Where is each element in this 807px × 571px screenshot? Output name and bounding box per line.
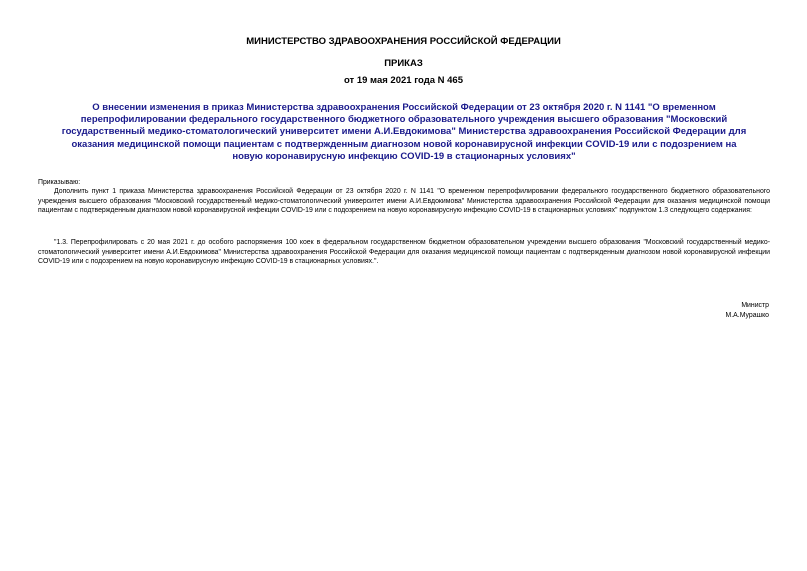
signature-position: Министр — [741, 302, 769, 309]
order-intro: Приказываю: — [38, 179, 81, 186]
ministry-heading: МИНИСТЕРСТВО ЗДРАВООХРАНЕНИЯ РОССИЙСКОЙ ФЕДЕРАЦИИ — [246, 36, 561, 47]
order-heading: ПРИКАЗ — [384, 58, 423, 69]
order-main-paragraph: Дополнить пункт 1 приказа Министерства здравоохранения Российской Федерации от 23 октября 2020 г. N 1141 "О временном перепрофилировании федерального государственного бюджетного образовательного учреждения высшего образования "Московский государственный медико-стоматологический университет имени А.И.Евдокимова" Министерства здравоохранения Российской Федерации для оказания медицинской помощи пациентам с подтвержденным диагнозом новой коронавирусной инфекции COVID-19 или с подозрением на новую коронавирусную инфекцию COVID-19 в стационарных условиях" подпунктом 1.3 следующего содержания: — [38, 188, 770, 215]
document-title-link[interactable]: О внесении изменения в приказ Министерства здравоохранения Российской Федерации от 23 октября 2020 г. N 1141 "О временном перепрофилировании федерального государственного бюджетного образовательного учреждения высшего образования "Московский государственный медико-стоматологический университет имени А.И.Евдокимова" Министерства здравоохранения Российской Федерации для оказания медицинской помощи пациентам с подтвержденным диагнозом новой коронавирусной инфекции COVID-19 или с подозрением на новую коронавирусную инфекцию COVID-19 в стационарных условиях" — [61, 102, 747, 162]
order-quoted-paragraph: "1.3. Перепрофилировать с 20 мая 2021 г. до особого распоряжения 100 коек в федеральном государственном бюджетном образовательном учреждении высшего образования "Московский государственный медико-стоматологический университет имени А.И.Евдокимова" Министерства здравоохранения Российской Федерации для оказания медицинской помощи пациентам с подтвержденным диагнозом новой коронавирусной инфекции COVID-19 или с подозрением на новую коронавирусную инфекцию COVID-19 в стационарных условиях.". — [38, 239, 770, 266]
order-date: от 19 мая 2021 года N 465 — [343, 75, 464, 86]
signature-name: М.А.Мурашко — [725, 312, 769, 319]
